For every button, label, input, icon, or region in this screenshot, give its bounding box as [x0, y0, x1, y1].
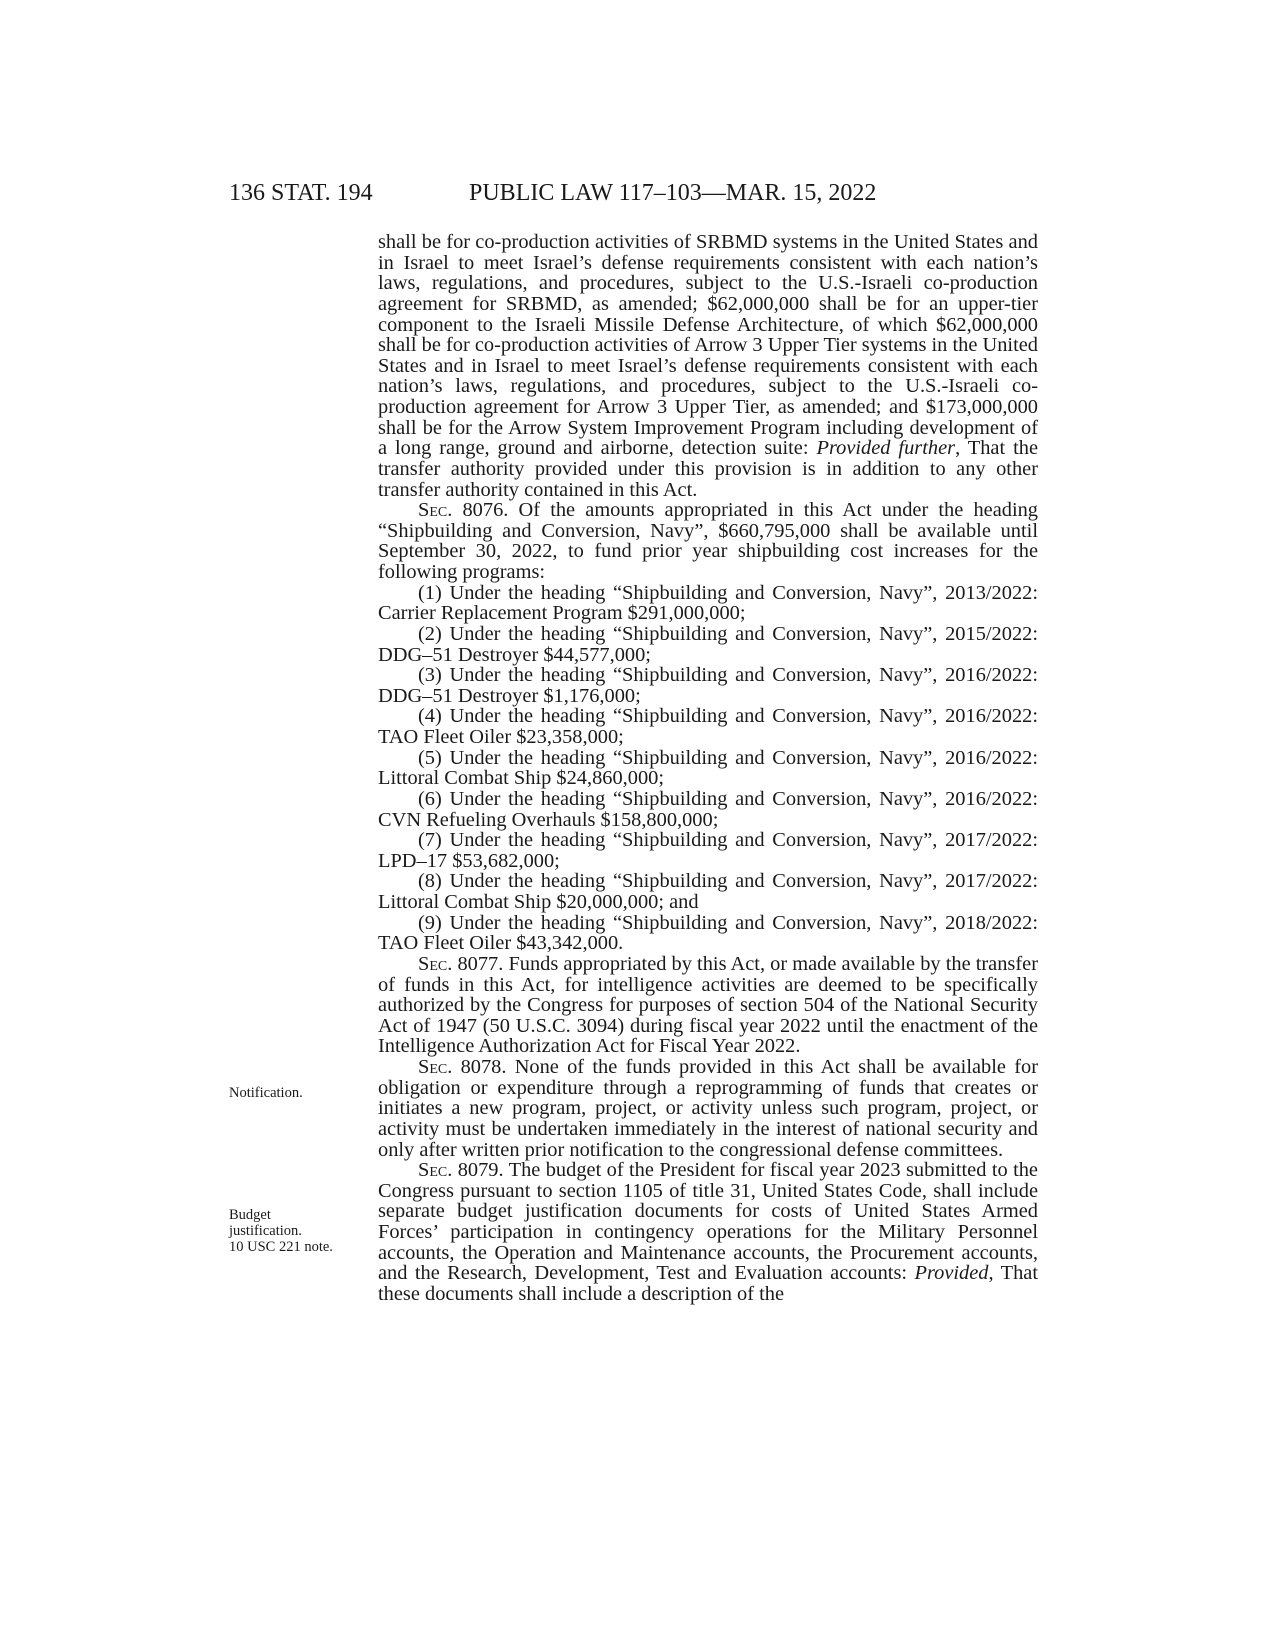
list-item: (2) Under the heading “Shipbuilding and Conversion, Navy”, 2015/2022: DDG–51 Destroyer $44,577,000; [378, 622, 1038, 666]
section-text: Funds appropriated by this Act, or made available by the transfer of funds in this Act, for intelligence activities are deemed to be specifically authorized by the Congress for purposes of section 504 of the National Security Act of 1947 (50 U.S.C. 3094) during fiscal year 2022 until the enactment of the Intelligence Authorization Act for Fiscal Year 2022. [378, 952, 1038, 1058]
section-label: Sec. [418, 952, 453, 975]
text-run: , That the transfer authority provided under this provision is in addition to any other transfer authority contained in this Act. [378, 437, 1038, 501]
margin-note-line: justification. [229, 1223, 302, 1239]
list-item: (8) Under the heading “Shipbuilding and Conversion, Navy”, 2017/2022: Littoral Combat Ship $20,000,000; and [378, 870, 1038, 913]
public-law-title: PUBLIC LAW 117–103—MAR. 15, 2022 [469, 180, 877, 206]
list-item: (6) Under the heading “Shipbuilding and Conversion, Navy”, 2016/2022: CVN Refueling Overhauls $158,800,000; [378, 787, 1038, 831]
section-text: The budget of the President for fiscal year 2023 submitted to the Congress pursuant to section 1105 of title 31, United States Code, shall include separate budget justification documents for costs of United States Armed Forces’ participation in contingency operations for the Military Personnel accounts, the Operation and Maintenance accounts, the Procurement accounts, and the Research, Development, Test and Evaluation accounts: [378, 1159, 1038, 1285]
running-header [229, 180, 931, 214]
italic-proviso: Provided further [816, 437, 956, 460]
section-text: None of the funds provided in this Act shall be available for obligation or expenditure through a reprogramming of funds that creates or initiates a new program, project, or activity unless such program, project, or activity must be undertaken immediately in the interest of national security and only after written prior notification to the congressional defense committees. [378, 1056, 1038, 1161]
section-number: 8079. [452, 1159, 504, 1182]
list-item: (1) Under the heading “Shipbuilding and Conversion, Navy”, 2013/2022: Carrier Replacement Program $291,000,000; [378, 581, 1038, 625]
list-item: (3) Under the heading “Shipbuilding and Conversion, Navy”, 2016/2022: DDG–51 Destroyer $1,176,000; [378, 664, 1038, 707]
italic-proviso: Provided [914, 1262, 989, 1285]
section-text: Of the amounts appropriated in this Act under the heading “Shipbuilding and Conversion, Navy”, $660,795,000 shall be available until September 30, 2022, to fund prior year shipbuilding cost increases for the following programs: [378, 499, 1039, 583]
list-item: (7) Under the heading “Shipbuilding and Conversion, Navy”, 2017/2022: LPD–17 $53,682,000; [378, 829, 1038, 872]
section-label: Sec. [418, 499, 453, 522]
section-label: Sec. [418, 1056, 453, 1078]
margin-note-budget-justification [229, 1207, 379, 1255]
section-number: 8078. [452, 1056, 507, 1078]
margin-note-line: Budget [229, 1207, 271, 1223]
paragraph-continuation [378, 232, 1038, 500]
section-8076 [378, 500, 1038, 583]
list-item: (4) Under the heading “Shipbuilding and Conversion, Navy”, 2016/2022: TAO Fleet Oiler $23,358,000; [378, 705, 1038, 748]
section-text: , That these documents shall include a description of the [378, 1262, 1038, 1305]
section-number: 8077. [452, 952, 504, 975]
section-8077 [378, 954, 1038, 1057]
section-8079 [378, 1160, 1038, 1304]
text-run: shall be for co-production activities of SRBMD systems in the United States and in Israel to meet Israel’s defense requirements consistent with each nation’s laws, regulations, and procedures, subject to the U.S.-Israeli co-production agreement for SRBMD, as amended; $62,000,000 shall be for an upper-tier component to the Israeli Missile Defense Architecture, of which $62,000,000 shall be for co-production activities of Arrow 3 Upper Tier systems in the United States and in Israel to meet Israel’s defense requirements consistent with each nation’s laws, regulations, and procedures, subject to the U.S.-Israeli co-production agreement for Arrow 3 Upper Tier, as amended; and $173,000,000 shall be for the Arrow System Improvement Program including development of a long range, ground and airborne, detection suite: [378, 231, 1038, 460]
section-label: Sec. [418, 1159, 453, 1182]
margin-note-line: 10 USC 221 note. [229, 1239, 333, 1255]
main-text [378, 232, 1038, 1305]
statute-page-number: 136 STAT. 194 [229, 180, 373, 206]
margin-note-notification: Notification. [229, 1085, 303, 1101]
list-item: (9) Under the heading “Shipbuilding and Conversion, Navy”, 2018/2022: TAO Fleet Oiler $43,342,000. [378, 911, 1038, 955]
section-number: 8076. [452, 499, 509, 522]
list-item: (5) Under the heading “Shipbuilding and Conversion, Navy”, 2016/2022: Littoral Combat Ship $24,860,000; [378, 746, 1038, 790]
section-8078 [378, 1057, 1038, 1160]
